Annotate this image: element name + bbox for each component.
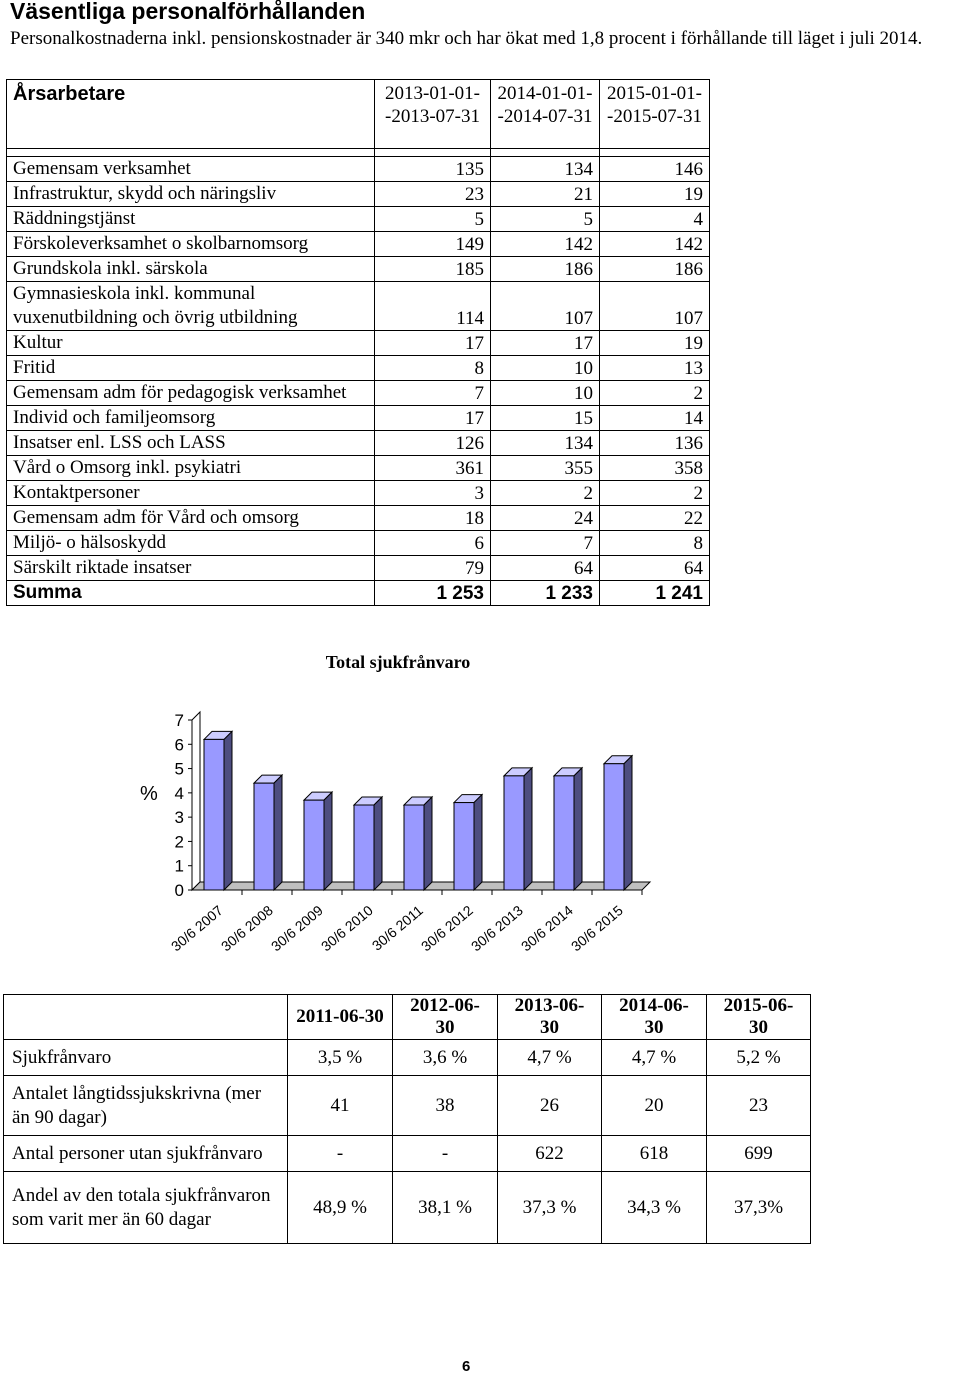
staff-row-value: 2: [600, 481, 710, 506]
bar: [604, 764, 624, 890]
sick-date-header: 2011-06-30: [288, 995, 393, 1040]
bar: [304, 800, 324, 890]
x-tick-label: 30/6 2015: [567, 902, 626, 955]
staff-spacer-row: [7, 149, 710, 157]
staff-row-label: Förskoleverksamhet o skolbarnomsorg: [7, 232, 375, 257]
staff-row-value: 114: [375, 282, 491, 331]
chart-side-wall: [192, 712, 200, 890]
sick-row-value: -: [393, 1136, 498, 1172]
sick-row-value: 38: [393, 1076, 498, 1136]
staff-table-row: [7, 481, 710, 506]
staff-row-value: 135: [375, 157, 491, 182]
sick-table-row: [4, 1040, 811, 1076]
staff-row-value: 14: [600, 406, 710, 431]
y-tick-label: 5: [174, 759, 184, 779]
sick-row-value: 4,7 %: [498, 1040, 602, 1076]
staff-row-value: 146: [600, 157, 710, 182]
staff-table-row: [7, 531, 710, 556]
staff-total-value: 1 253: [375, 581, 491, 606]
staff-row-value: 5: [491, 207, 600, 232]
staff-table-row: [7, 207, 710, 232]
staff-table-row: [7, 381, 710, 406]
bar: [404, 805, 424, 890]
staff-total-value: 1 241: [600, 581, 710, 606]
staff-row-value: 10: [491, 381, 600, 406]
staff-row-value: 186: [491, 257, 600, 282]
staff-row-label: Kultur: [7, 331, 375, 356]
staff-row-value: 361: [375, 456, 491, 481]
sick-row-value: 48,9 %: [288, 1172, 393, 1244]
staff-table-row: [7, 431, 710, 456]
staff-table-row: [7, 331, 710, 356]
x-tick-label: 30/6 2009: [267, 902, 326, 955]
sick-row-value: 3,6 %: [393, 1040, 498, 1076]
bar-side: [424, 797, 432, 890]
staff-row-value: 149: [375, 232, 491, 257]
bar-side: [224, 731, 232, 890]
staff-row-value: 107: [600, 282, 710, 331]
staff-row-value: 23: [375, 182, 491, 207]
sick-leave-table: [3, 994, 811, 1244]
bar: [204, 739, 224, 890]
staff-table-row: [7, 556, 710, 581]
sick-row-value: 622: [498, 1136, 602, 1172]
staff-row-value: 142: [491, 232, 600, 257]
staff-row-value: 7: [491, 531, 600, 556]
sick-table-row: [4, 1136, 811, 1172]
x-tick-label: 30/6 2013: [467, 902, 526, 955]
x-tick-label: 30/6 2008: [217, 902, 276, 955]
x-tick-label: 30/6 2011: [368, 902, 426, 954]
y-tick-label: 6: [174, 735, 184, 755]
staff-row-value: 126: [375, 431, 491, 456]
sick-row-value: 37,3%: [707, 1172, 811, 1244]
staff-total-value: 1 233: [491, 581, 600, 606]
sick-row-value: 34,3 %: [602, 1172, 707, 1244]
staff-row-value: 142: [600, 232, 710, 257]
staff-table-row: [7, 356, 710, 381]
x-tick-label: 30/6 2014: [517, 902, 576, 955]
staff-row-value: 355: [491, 456, 600, 481]
bar-side: [374, 797, 382, 890]
staff-row-value: 15: [491, 406, 600, 431]
sick-row-value: 4,7 %: [602, 1040, 707, 1076]
sick-leave-chart: [120, 700, 660, 970]
staff-row-value: 6: [375, 531, 491, 556]
staff-table-row: [7, 506, 710, 531]
sick-table-corner: [4, 995, 288, 1040]
sick-table-row: [4, 1172, 811, 1244]
staff-total-label: Summa: [7, 581, 375, 606]
bar-side: [624, 756, 632, 890]
page-number: 6: [462, 1358, 471, 1375]
staff-period-header: 2013-01-01- -2013-07-31: [375, 80, 491, 149]
intro-paragraph: Personalkostnaderna inkl. pensionskostnader är 340 mkr och har ökat med 1,8 procent i förhållande till läget i juli 2014.: [10, 28, 923, 49]
staff-table-row: [7, 232, 710, 257]
staff-row-label: Gymnasieskola inkl. kommunal vuxenutbildning och övrig utbildning: [7, 282, 375, 331]
staff-row-value: 4: [600, 207, 710, 232]
staff-row-value: 3: [375, 481, 491, 506]
sick-date-header: 2015-06-30: [707, 995, 811, 1040]
staff-table-row: [7, 157, 710, 182]
staff-row-value: 7: [375, 381, 491, 406]
staff-row-value: 358: [600, 456, 710, 481]
bar: [504, 776, 524, 890]
staff-row-label: Individ och familjeomsorg: [7, 406, 375, 431]
staff-row-value: 19: [600, 331, 710, 356]
bar: [254, 783, 274, 890]
staff-period-header: 2014-01-01- -2014-07-31: [491, 80, 600, 149]
sick-row-value: -: [288, 1136, 393, 1172]
sick-row-label: Antalet långtidssjukskrivna (mer än 90 dagar): [4, 1076, 288, 1136]
y-tick-label: 0: [174, 881, 184, 900]
sick-row-value: 20: [602, 1076, 707, 1136]
staff-row-value: 22: [600, 506, 710, 531]
bar-side: [574, 768, 582, 890]
sick-row-label: Andel av den totala sjukfrånvaron som varit mer än 60 dagar: [4, 1172, 288, 1244]
staff-row-value: 8: [600, 531, 710, 556]
staff-row-label: Räddningstjänst: [7, 207, 375, 232]
y-tick-label: 3: [174, 808, 184, 828]
y-tick-label: 4: [174, 783, 184, 803]
staff-row-value: 2: [491, 481, 600, 506]
staff-table-body: [7, 157, 710, 581]
staff-row-value: 8: [375, 356, 491, 381]
y-tick-label: 7: [174, 711, 184, 730]
bar-side: [474, 795, 482, 890]
staff-row-value: 136: [600, 431, 710, 456]
staff-total-row: [7, 581, 710, 606]
sick-row-value: 41: [288, 1076, 393, 1136]
y-tick-label: 2: [174, 832, 184, 852]
staff-row-label: Vård o Omsorg inkl. psykiatri: [7, 456, 375, 481]
staff-row-value: 18: [375, 506, 491, 531]
staff-row-value: 134: [491, 431, 600, 456]
sick-table-body: [4, 1040, 811, 1244]
sick-date-header: 2012-06-30: [393, 995, 498, 1040]
bar-side: [524, 768, 532, 890]
sick-row-label: Antal personer utan sjukfrånvaro: [4, 1136, 288, 1172]
staff-row-value: 17: [491, 331, 600, 356]
sick-row-value: 618: [602, 1136, 707, 1172]
staff-row-label: Särskilt riktade insatser: [7, 556, 375, 581]
chart-title: Total sjukfrånvaro: [325, 652, 471, 672]
sick-row-value: 38,1 %: [393, 1172, 498, 1244]
x-tick-label: 30/6 2012: [417, 902, 476, 955]
staff-row-label: Gemensam verksamhet: [7, 157, 375, 182]
staff-table-row: [7, 456, 710, 481]
sick-date-header: 2014-06-30: [602, 995, 707, 1040]
bar: [554, 776, 574, 890]
staff-table-row: [7, 182, 710, 207]
bar: [354, 805, 374, 890]
y-tick-label: 1: [174, 856, 184, 876]
sick-table-row: [4, 1076, 811, 1136]
staff-row-label: Gemensam adm för Vård och omsorg: [7, 506, 375, 531]
staff-table-row: [7, 282, 710, 331]
staff-row-value: 5: [375, 207, 491, 232]
staff-period-header: 2015-01-01- -2015-07-31: [600, 80, 710, 149]
staff-row-label: Insatser enl. LSS och LASS: [7, 431, 375, 456]
staff-table-header-row: [7, 80, 710, 149]
staff-row-value: 134: [491, 157, 600, 182]
staff-row-value: 79: [375, 556, 491, 581]
x-tick-label: 30/6 2010: [317, 902, 376, 955]
staff-label-header: Årsarbetare: [7, 80, 375, 149]
staff-row-label: Gemensam adm för pedagogisk verksamhet: [7, 381, 375, 406]
staff-row-value: 2: [600, 381, 710, 406]
staff-table-row: [7, 257, 710, 282]
sick-row-value: 23: [707, 1076, 811, 1136]
staff-row-label: Miljö- o hälsoskydd: [7, 531, 375, 556]
staff-table-row: [7, 406, 710, 431]
sick-row-value: 26: [498, 1076, 602, 1136]
staff-table: [6, 79, 710, 606]
bar-side: [324, 792, 332, 890]
sick-row-value: 3,5 %: [288, 1040, 393, 1076]
page-heading: Väsentliga personalförhållanden: [10, 0, 366, 24]
staff-row-value: 19: [600, 182, 710, 207]
sick-row-value: 5,2 %: [707, 1040, 811, 1076]
staff-row-label: Fritid: [7, 356, 375, 381]
sick-row-label: Sjukfrånvaro: [4, 1040, 288, 1076]
staff-row-value: 17: [375, 406, 491, 431]
sick-table-header-row: [4, 995, 811, 1040]
staff-row-label: Kontaktpersoner: [7, 481, 375, 506]
staff-row-value: 64: [491, 556, 600, 581]
y-axis-label: %: [140, 783, 158, 806]
x-tick-label: 30/6 2007: [167, 902, 226, 955]
bar-side: [274, 775, 282, 890]
staff-row-value: 21: [491, 182, 600, 207]
staff-row-value: 17: [375, 331, 491, 356]
staff-row-label: Grundskola inkl. särskola: [7, 257, 375, 282]
staff-row-value: 107: [491, 282, 600, 331]
staff-row-label: Infrastruktur, skydd och näringsliv: [7, 182, 375, 207]
staff-row-value: 185: [375, 257, 491, 282]
staff-row-value: 13: [600, 356, 710, 381]
sick-date-header: 2013-06-30: [498, 995, 602, 1040]
staff-row-value: 10: [491, 356, 600, 381]
staff-row-value: 186: [600, 257, 710, 282]
sick-row-value: 699: [707, 1136, 811, 1172]
bar: [454, 803, 474, 890]
staff-row-value: 24: [491, 506, 600, 531]
sick-row-value: 37,3 %: [498, 1172, 602, 1244]
staff-row-value: 64: [600, 556, 710, 581]
